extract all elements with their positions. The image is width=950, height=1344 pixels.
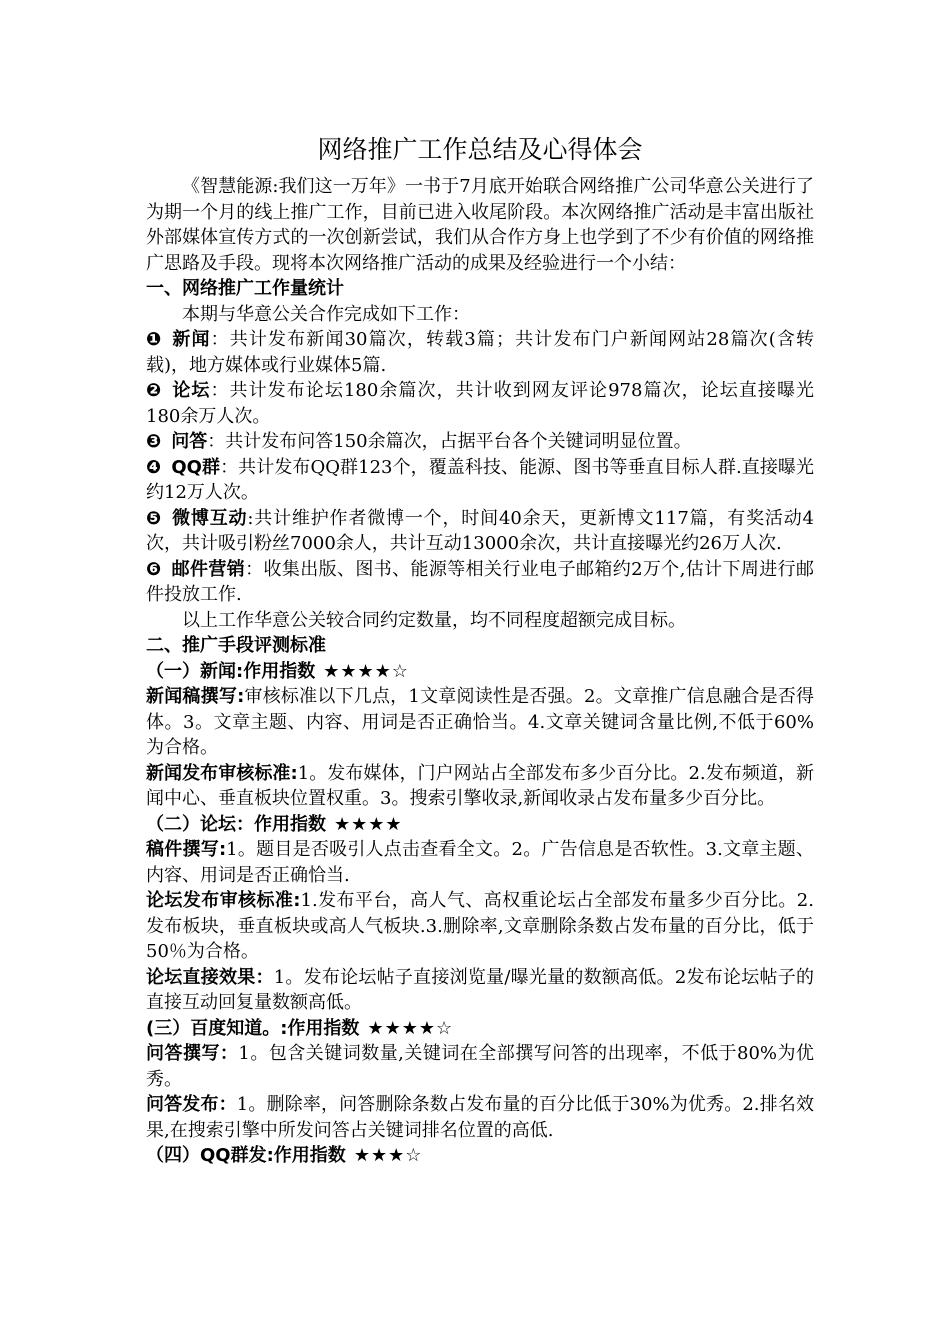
workload-list — [146, 327, 814, 608]
subheading-forum — [146, 812, 814, 838]
list-item — [146, 506, 814, 557]
paragraph-label: 问答撰写： — [146, 1043, 239, 1064]
item-sep: ： — [220, 456, 239, 478]
subheading-news — [146, 659, 814, 685]
list-item — [146, 455, 814, 506]
paragraph-text: 审核标准以下几点，1文章阅读性是否强。2。文章推广信息融合是否得体。3。文章主题、内容、用词是否正确恰当。4.文章关键词含量比例,不低于60%为合格。 — [146, 686, 814, 758]
item-text: 共计发布QQ群123个，覆盖科技、能源、图书等垂直目标人群.直接曝光约12万人次。 — [146, 456, 815, 503]
list-item — [146, 429, 814, 455]
paragraph-label: 新闻发布审核标准: — [146, 762, 298, 784]
paragraph-label: 新闻稿撰写: — [146, 686, 245, 707]
subheading-label: (三）百度知道。:作用指数 — [146, 1017, 360, 1039]
item-text: 共计发布问答150余篇次，占据平台各个关键词明显位置。 — [225, 431, 692, 452]
paragraph — [146, 1092, 814, 1143]
item-number: ❺ — [146, 507, 163, 529]
paragraph-text: 1。包含关键词数量,关键词在全部撰写问答的出现率，不低于80%为优秀。 — [146, 1043, 814, 1090]
item-label: 新闻 — [172, 329, 211, 350]
item-text: 共计维护作者微博一个，时间40余天，更新博文117篇，有奖活动4次，共计吸引粉丝7000余人，共计互动13000余次，共计直接曝光约26万人次. — [146, 507, 814, 554]
paragraph-text: 1。发布媒体，门户网站占全部发布多少百分比。2.发布频道，新闻中心、垂直板块位置权重。3。搜索引擎收录,新闻收录占发布量多少百分比。 — [146, 762, 814, 809]
paragraph-text: 1。删除率，问答删除条数占发布量的百分比低于30%为优秀。2.排名效果,在搜索引擎中所发问答占关键词排名位置的高低. — [146, 1094, 814, 1141]
paragraph-label: 论坛直接效果： — [146, 966, 274, 988]
item-sep: : — [247, 507, 254, 529]
paragraph — [146, 965, 814, 1016]
item-number: ❷ — [146, 380, 163, 401]
item-label: 微博互动 — [172, 507, 248, 529]
item-number: ❶ — [146, 329, 163, 350]
item-text: 收集出版、图书、能源等相关行业电子邮箱约2万个,估计下周进行邮件投放工作. — [146, 558, 815, 605]
subheading-label: （二）论坛：作用指数 — [146, 813, 326, 835]
document-title: 网络推广工作总结及心得体会 — [317, 135, 643, 164]
subheading-label: （一）新闻:作用指数 — [146, 660, 316, 682]
paragraph — [146, 761, 814, 812]
paragraph-text: 1。发布论坛帖子直接浏览量/曝光量的数额高低。2发布论坛帖子的直接互动回复量数额高低。 — [146, 966, 815, 1013]
rating-stars: ★★★★☆ — [323, 660, 409, 682]
subheading-baidu-zhidao — [146, 1016, 814, 1042]
intro-paragraph: 《智慧能源:我们这一万年》一书于7月底开始联合网络推广公司华意公关进行了为期一个月的线上推广工作，目前已进入收尾阶段。本次网络推广活动是丰富出版社外部媒体宣传方式的一次创新尝试，我们从合作方身上也学到了不少有价值的网络推广思路及手段。现将本次网络推广活动的成果及经验进行一个小结： — [146, 176, 814, 274]
paragraph — [146, 684, 814, 761]
section-1-lead: 本期与华意公关合作完成如下工作： — [182, 303, 470, 325]
subheading-label: （四）QQ群发:作用指数 — [146, 1145, 346, 1166]
paragraph-label: 稿件撰写: — [146, 839, 227, 860]
item-label: 论坛 — [172, 380, 211, 401]
item-sep: ： — [210, 329, 230, 350]
list-item — [146, 557, 814, 608]
rating-stars: ★★★★☆ — [367, 1017, 454, 1039]
paragraph — [146, 1041, 814, 1092]
section-1-heading: 一、网络推广工作量统计 — [146, 278, 344, 299]
item-text: 共计发布新闻30篇次，转载3篇；共计发布门户新闻网站28篇次(含转载)，地方媒体或行业媒体5篇. — [146, 329, 815, 376]
item-number: ❻ — [146, 558, 162, 580]
rating-stars: ★★★☆ — [353, 1145, 423, 1166]
rating-stars: ★★★★ — [334, 813, 403, 835]
subheading-qq-group — [146, 1143, 814, 1169]
list-item — [146, 378, 814, 429]
item-text: 共计发布论坛180余篇次，共计收到网友评论978篇次，论坛直接曝光180余万人次。 — [146, 380, 815, 427]
item-label: 问答 — [171, 431, 208, 452]
item-label: QQ群 — [171, 456, 221, 478]
paragraph-text: 1.发布平台，高人气、高权重论坛占全部发布量多少百分比。2.发布板块，垂直板块或高人气板块.3.删除率,文章删除条数占发布量的百分比，低于50％为合格。 — [146, 890, 814, 962]
paragraph — [146, 888, 814, 965]
paragraph-text: 1。题目是否吸引人点击查看全文。2。广告信息是否软性。3.文章主题、内容、用词是否正确恰当. — [146, 839, 814, 886]
item-sep: ： — [210, 380, 230, 401]
section-2-heading: 二、推广手段评测标准 — [146, 635, 326, 656]
document-body — [146, 130, 814, 1169]
item-number: ❹ — [146, 456, 162, 478]
item-number: ❸ — [146, 431, 162, 452]
list-item — [146, 327, 814, 378]
item-sep: ： — [207, 431, 226, 452]
section-1-closing: 以上工作华意公关较合同约定数量，均不同程度超额完成目标。 — [182, 609, 686, 631]
paragraph-label: 论坛发布审核标准: — [146, 890, 301, 911]
paragraph — [146, 837, 814, 888]
item-label: 邮件营销 — [171, 558, 246, 580]
paragraph-label: 问答发布： — [146, 1094, 237, 1115]
item-sep: ： — [245, 558, 264, 580]
